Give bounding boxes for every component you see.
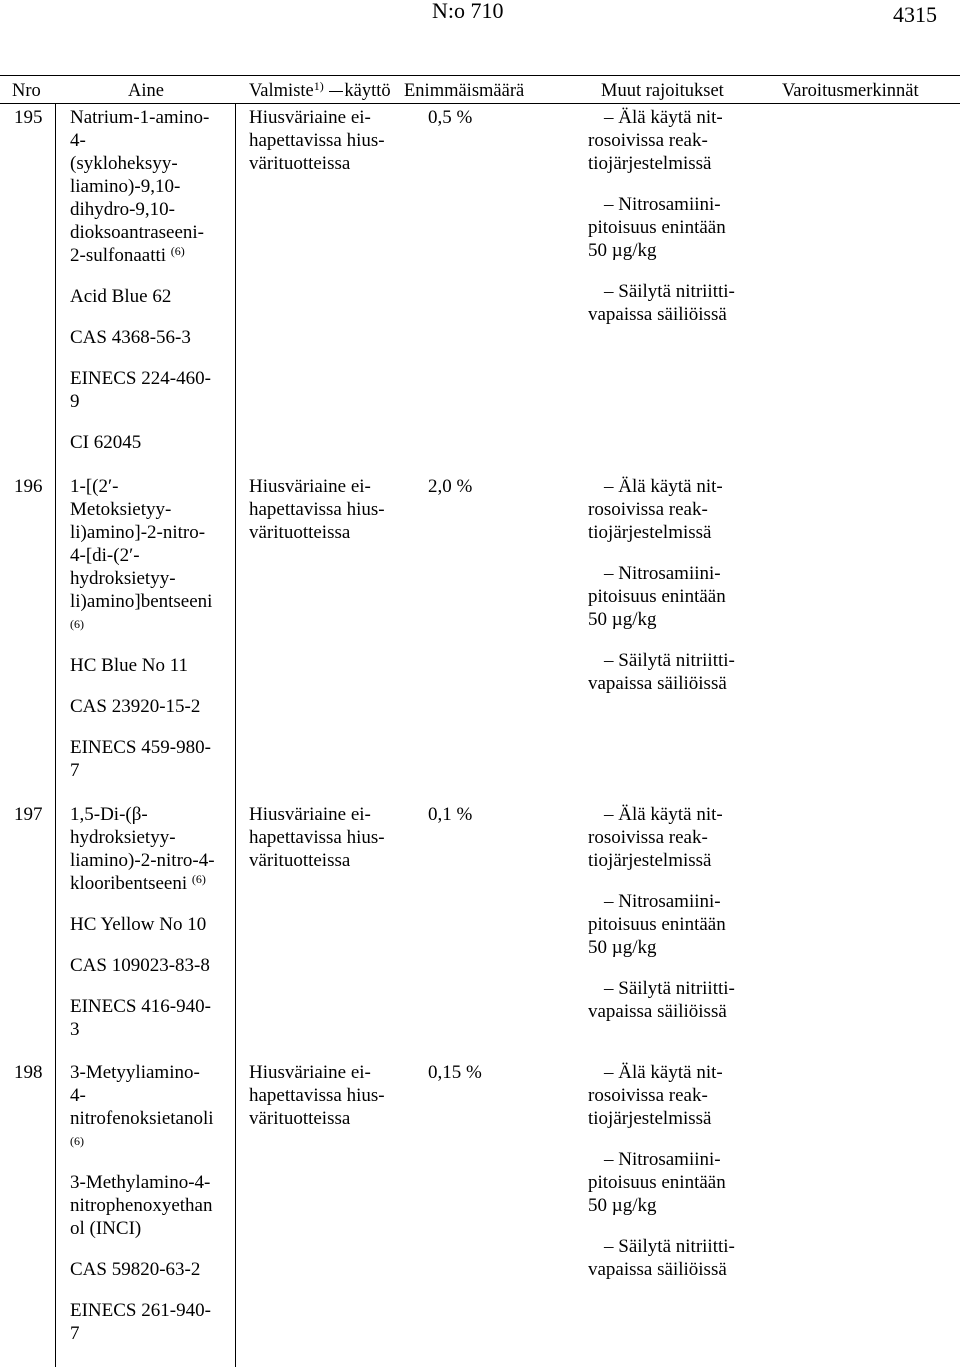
document-number: N:o 710 <box>432 0 504 23</box>
valmiste-line: hapettavissa hius- <box>249 130 385 151</box>
restriction-line: – Älä käytä nit- <box>604 476 723 497</box>
table-row-197-aine <box>70 803 215 1041</box>
restriction-line: – Nitrosamiini- <box>604 891 721 912</box>
restriction-line: vapaissa säiliöissä <box>588 1001 727 1022</box>
cas-number: CAS 59820-63-2 <box>70 1259 201 1280</box>
footnote-marker: 1) <box>313 79 324 93</box>
table-row-195-restrictions <box>588 106 735 326</box>
cas-number: CAS 23920-15-2 <box>70 696 201 717</box>
einecs-number: EINECS 416-940- <box>70 996 211 1017</box>
cas-number: CAS 109023-83-8 <box>70 955 210 976</box>
einecs-number: EINECS 261-940- <box>70 1300 211 1321</box>
valmiste-line: Hiusväriaine ei- <box>249 1062 371 1083</box>
dash-separator <box>329 91 343 92</box>
restriction-line: – Säilytä nitriitti- <box>604 978 735 999</box>
restriction-line: 50 µg/kg <box>588 609 657 630</box>
valmiste-label: Valmiste <box>249 81 314 101</box>
column-header-aine: Aine <box>128 81 164 101</box>
table-row-195-max: 0,5 % <box>428 107 473 128</box>
aine-line: nitrofenoksietanoli <box>70 1108 214 1129</box>
restriction-line: pitoisuus enintään <box>588 1172 726 1193</box>
restriction-line: – Älä käytä nit- <box>604 1062 723 1083</box>
einecs-number: 7 <box>70 760 80 781</box>
table-row-197-nro: 197 <box>14 804 43 825</box>
table-row-195-nro: 195 <box>14 107 43 128</box>
column-header-enimmaismaara: Enimmäismäärä <box>404 81 525 101</box>
aine-line: Metoksietyy- <box>70 499 172 520</box>
restriction-line: 50 µg/kg <box>588 240 657 261</box>
aine-line: dihydro-9,10- <box>70 199 176 220</box>
cas-number: CAS 4368-56-3 <box>70 327 191 348</box>
valmiste-line: hapettavissa hius- <box>249 827 385 848</box>
table-row-198-nro: 198 <box>14 1062 43 1083</box>
restriction-line: tiojärjestelmissä <box>588 153 712 174</box>
restriction-line: 50 µg/kg <box>588 1195 657 1216</box>
table-row-197-max: 0,1 % <box>428 804 473 825</box>
restriction-line: rosoivissa reak- <box>588 827 708 848</box>
column-divider <box>235 104 236 1367</box>
table-row-197-valmiste <box>249 803 385 872</box>
aine-line: (sykloheksyy- <box>70 153 178 174</box>
restriction-line: pitoisuus enintään <box>588 914 726 935</box>
einecs-number: 7 <box>70 1323 80 1344</box>
table-row-198-valmiste <box>249 1061 385 1130</box>
aine-line: 1,5-Di-(β- <box>70 804 148 825</box>
valmiste-line: Hiusväriaine ei- <box>249 476 371 497</box>
table-row-196-max: 2,0 % <box>428 476 473 497</box>
valmiste-line: hapettavissa hius- <box>249 1085 385 1106</box>
aine-line: 1-[(2′- <box>70 476 119 497</box>
aine-line: hydroksietyy- <box>70 568 176 589</box>
column-header-valmiste <box>249 80 391 102</box>
aine-line: dioksoantraseeni- <box>70 222 205 243</box>
aine-line: 4- <box>70 130 86 151</box>
footnote-marker: (6) <box>70 617 84 631</box>
restriction-line: – Nitrosamiini- <box>604 1149 721 1170</box>
column-header-nro: Nro <box>12 81 41 101</box>
footnote-marker: (6) <box>70 1134 84 1148</box>
aine-line: li)amino]bentseeni <box>70 591 213 612</box>
restriction-line: vapaissa säiliöissä <box>588 673 727 694</box>
table-header-rule <box>0 103 960 104</box>
restriction-line: pitoisuus enintään <box>588 586 726 607</box>
table-row-196-valmiste <box>249 475 385 544</box>
valmiste-line: värituotteissa <box>249 522 351 543</box>
other-name: HC Yellow No 10 <box>70 914 207 935</box>
restriction-line: – Nitrosamiini- <box>604 194 721 215</box>
aine-line: hydroksietyy- <box>70 827 176 848</box>
table-row-195-aine <box>70 106 211 454</box>
aine-line: 2-sulfonaatti <box>70 245 167 266</box>
restriction-line: – Säilytä nitriitti- <box>604 281 735 302</box>
aine-line: 3-Metyyliamino- <box>70 1062 200 1083</box>
other-name: nitrophenoxyethan <box>70 1195 213 1216</box>
footnote-marker: (6) <box>170 244 185 258</box>
table-row-195-valmiste <box>249 106 385 175</box>
table-row-198-max: 0,15 % <box>428 1062 482 1083</box>
valmiste-line: Hiusväriaine ei- <box>249 107 371 128</box>
table-row-196-nro: 196 <box>14 476 43 497</box>
aine-line: li)amino]-2-nitro- <box>70 522 206 543</box>
valmiste-line: Hiusväriaine ei- <box>249 804 371 825</box>
restriction-line: – Säilytä nitriitti- <box>604 1236 735 1257</box>
aine-line: liamino)-9,10- <box>70 176 181 197</box>
valmiste-line: värituotteissa <box>249 153 351 174</box>
valmiste-line: värituotteissa <box>249 850 351 871</box>
other-name: ol (INCI) <box>70 1218 142 1239</box>
restriction-line: rosoivissa reak- <box>588 130 708 151</box>
table-row-196-aine <box>70 475 212 782</box>
table-row-198-restrictions <box>588 1061 735 1281</box>
einecs-number: 9 <box>70 391 80 412</box>
restriction-line: tiojärjestelmissä <box>588 850 712 871</box>
einecs-number: EINECS 224-460- <box>70 368 211 389</box>
restriction-line: 50 µg/kg <box>588 937 657 958</box>
restriction-line: rosoivissa reak- <box>588 1085 708 1106</box>
restriction-line: tiojärjestelmissä <box>588 1108 712 1129</box>
table-top-rule <box>0 75 960 76</box>
restriction-line: vapaissa säiliöissä <box>588 304 727 325</box>
column-header-varoitusmerkinnat: Varoitusmerkinnät <box>782 81 919 101</box>
restriction-line: – Älä käytä nit- <box>604 804 723 825</box>
restriction-line: – Säilytä nitriitti- <box>604 650 735 671</box>
valmiste-line: värituotteissa <box>249 1108 351 1129</box>
other-name: HC Blue No 11 <box>70 655 189 676</box>
aine-line: 4- <box>70 1085 86 1106</box>
other-name: Acid Blue 62 <box>70 286 172 307</box>
aine-line: Natrium-1-amino- <box>70 107 210 128</box>
table-row-196-restrictions <box>588 475 735 695</box>
valmiste-line: hapettavissa hius- <box>249 499 385 520</box>
restriction-line: tiojärjestelmissä <box>588 522 712 543</box>
column-header-muut-rajoitukset: Muut rajoitukset <box>601 81 724 101</box>
aine-line: klooribentseeni <box>70 873 188 894</box>
restriction-line: – Nitrosamiini- <box>604 563 721 584</box>
page-number: 4315 <box>893 2 937 27</box>
aine-line: liamino)-2-nitro-4- <box>70 850 215 871</box>
kaytto-label: käyttö <box>344 81 391 101</box>
table-row-197-restrictions <box>588 803 735 1023</box>
other-name: 3-Methylamino-4- <box>70 1172 211 1193</box>
einecs-number: EINECS 459-980- <box>70 737 211 758</box>
restriction-line: – Älä käytä nit- <box>604 107 723 128</box>
ci-number: CI 62045 <box>70 432 142 453</box>
aine-line: 4-[di-(2′- <box>70 545 140 566</box>
einecs-number: 3 <box>70 1019 80 1040</box>
restriction-line: rosoivissa reak- <box>588 499 708 520</box>
restriction-line: vapaissa säiliöissä <box>588 1259 727 1280</box>
footnote-marker: (6) <box>191 872 206 886</box>
restriction-line: pitoisuus enintään <box>588 217 726 238</box>
table-row-198-aine <box>70 1061 214 1345</box>
column-divider <box>55 104 56 1367</box>
